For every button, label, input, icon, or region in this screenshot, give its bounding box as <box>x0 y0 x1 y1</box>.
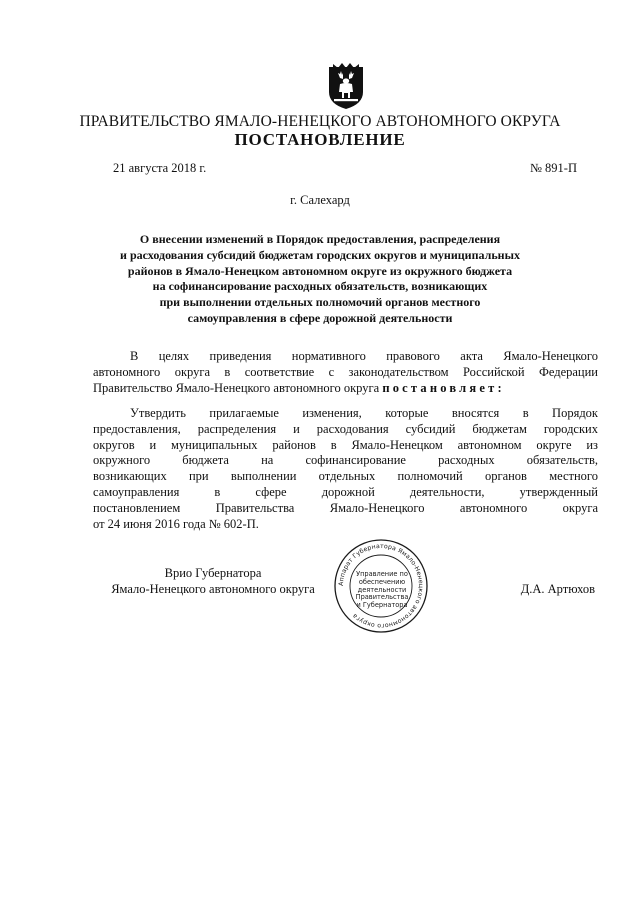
signatory-name: Д.А. Артюхов <box>520 582 595 596</box>
document-number: № 891-П <box>530 161 577 175</box>
paragraph-line: самоуправления в сфере дорожной деятельности, утвержденный <box>93 484 598 499</box>
signatory-position <box>93 566 333 598</box>
stamp-inner-line: Управление по <box>356 570 408 578</box>
paragraph-line: предоставления, распределения и расходования субсидий бюджетам городских <box>93 421 598 436</box>
paragraph-line <box>93 381 598 397</box>
stamp-inner-line: обеспечению <box>358 577 406 586</box>
paragraph-line: возникающих при выполнении отдельных полномочий органов местного <box>93 469 598 484</box>
paragraph-line: автономного округа в соответствие с законодательством Российской Федерации <box>93 364 598 379</box>
paragraph-line: постановлением Правительства Ямало-Ненецкого автономного округа <box>93 500 598 515</box>
paragraph-line: окружного бюджета на софинансирование расходных обязательств, <box>93 453 598 468</box>
heading-line: при выполнении отдельных полномочий органов местного <box>159 295 481 310</box>
paragraph-line: округов и муниципальных районов в Ямало-Ненецком автономном округе из <box>93 437 598 452</box>
document-city: г. Салехард <box>290 193 350 207</box>
paragraph-line: В целях приведения нормативного правового акта Ямало-Ненецкого <box>130 349 598 363</box>
resolution-paragraph <box>93 406 598 532</box>
government-title: ПРАВИТЕЛЬСТВО ЯМАЛО-НЕНЕЦКОГО АВТОНОМНОГО ОКРУГА <box>79 113 561 130</box>
stamp-inner-line: и Губернатора <box>356 601 408 610</box>
heading-line: и расходования субсидий бюджетам городских округов и муниципальных <box>120 247 520 262</box>
heading-line: О внесении изменений в Порядок предоставления, распределения <box>139 232 501 246</box>
stamp-inner-text <box>350 571 414 610</box>
stamp-ring-text: Аппарат Губернатора Ямало-Ненецкого автономного округа <box>337 542 425 630</box>
heading-line: самоуправления в сфере дорожной деятельности <box>187 310 453 325</box>
stamp-inner-line: деятельности <box>357 585 407 594</box>
document-heading <box>70 232 570 327</box>
preamble-paragraph <box>93 349 598 396</box>
signatory-position-line: Ямало-Ненецкого автономного округа <box>111 581 315 596</box>
preamble-subject: Правительство Ямало-Ненецкого автономного округа <box>93 380 380 395</box>
document-date: 21 августа 2018 г. <box>113 161 207 175</box>
resolves-keyword: постановляет: <box>382 380 505 395</box>
paragraph-line: Утвердить прилагаемые изменения, которые вносятся в Порядок <box>130 406 598 420</box>
stamp-inner-line: Правительства <box>355 593 409 602</box>
document-type: ПОСТАНОВЛЕНИЕ <box>234 130 406 149</box>
paragraph-line: от 24 июня 2016 года № 602-П. <box>93 516 259 531</box>
heading-line: районов в Ямало-Ненецком автономном округе из окружного бюджета <box>127 263 513 278</box>
coat-of-arms-emblem-icon <box>326 62 366 110</box>
heading-line: на софинансирование расходных обязательств, возникающих <box>152 279 488 294</box>
signatory-position-line: Врио Губернатора <box>164 566 262 580</box>
